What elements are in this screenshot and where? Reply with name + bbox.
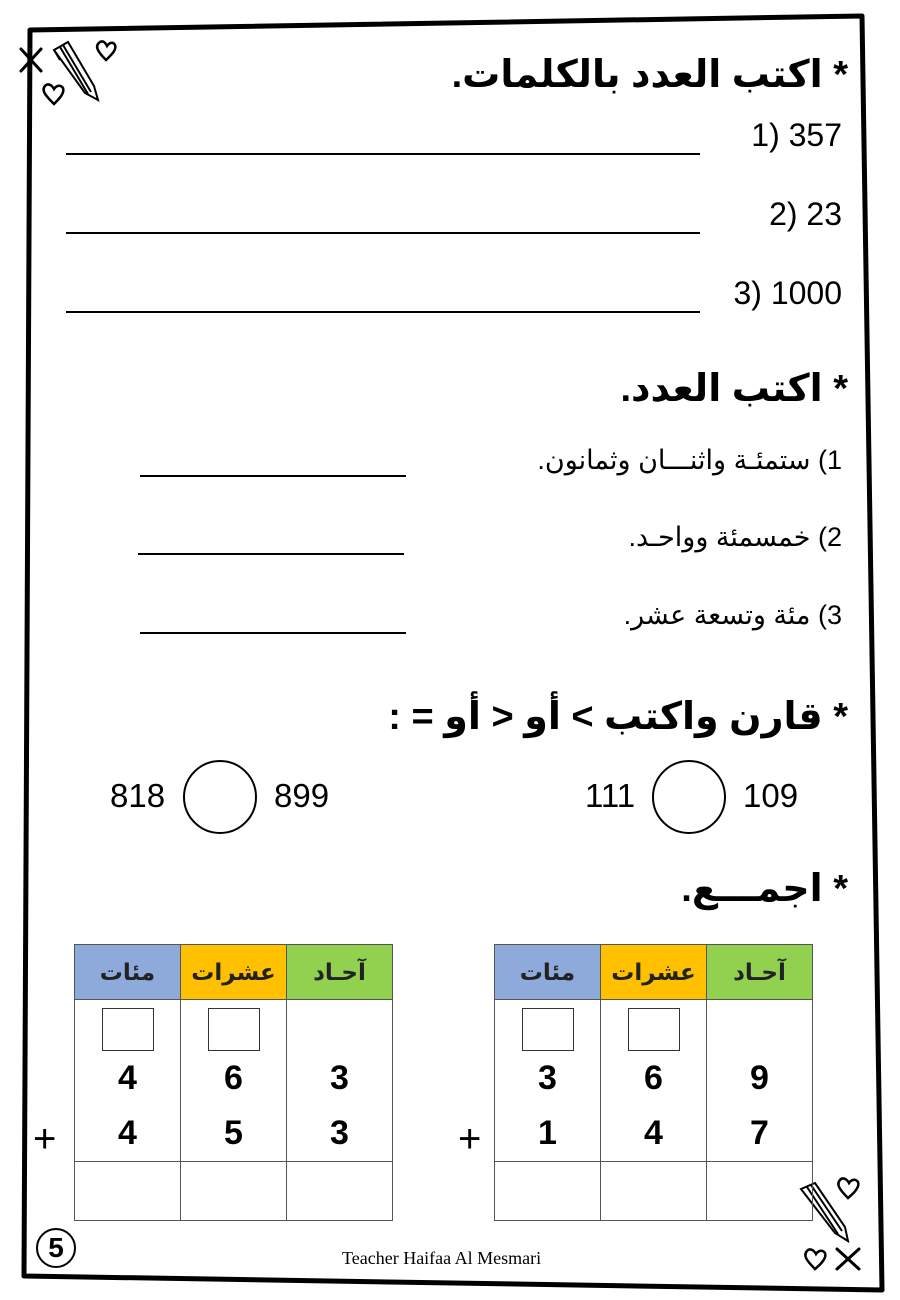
answer-line-3[interactable] <box>66 311 700 313</box>
digit: 3 <box>330 1114 349 1152</box>
compare-number: 818 <box>110 777 166 814</box>
section2-item-1: 1) ستمئـة واثنـــان وثمانون. <box>537 445 842 475</box>
carry-box[interactable] <box>208 1008 260 1051</box>
top-left-decoration <box>8 38 118 113</box>
digit: 3 <box>538 1059 557 1097</box>
heart-icon <box>838 1178 858 1198</box>
tens-header: عشرات <box>181 945 287 1000</box>
compare-number: 109 <box>743 777 799 814</box>
digit: 3 <box>330 1059 349 1097</box>
answer-line-2[interactable] <box>66 232 700 234</box>
hundreds-column <box>75 1000 181 1162</box>
tens-column <box>181 1000 287 1162</box>
heart-icon <box>97 41 115 60</box>
section1-heading: * اكتب العدد بالكلمات. <box>451 54 848 96</box>
hundreds-header: مئات <box>495 945 601 1000</box>
answer-cell[interactable] <box>181 1162 287 1221</box>
hundreds-column <box>495 1000 601 1162</box>
answer-cell[interactable] <box>287 1162 393 1221</box>
digit: 6 <box>644 1059 663 1097</box>
answer-cell[interactable] <box>601 1162 707 1221</box>
tens-header: عشرات <box>601 945 707 1000</box>
hundreds-header: مئات <box>75 945 181 1000</box>
tens-column <box>601 1000 707 1162</box>
compare-circle-1[interactable] <box>183 760 257 834</box>
answer-cell[interactable] <box>707 1162 813 1221</box>
answer-line-4[interactable] <box>140 475 406 477</box>
section1-item-1: 357 (1 <box>751 117 842 153</box>
answer-cell[interactable] <box>75 1162 181 1221</box>
section4-heading: * اجمـــع. <box>681 868 848 910</box>
digit: 6 <box>224 1059 243 1097</box>
answer-line-6[interactable] <box>140 632 406 634</box>
carry-box[interactable] <box>102 1008 154 1051</box>
ones-column <box>287 1000 393 1162</box>
digit: 5 <box>224 1114 243 1152</box>
ones-header: آحـاد <box>707 945 813 1000</box>
place-value-table-2 <box>494 944 813 1221</box>
digit: 4 <box>118 1114 137 1152</box>
compare-number: 111 <box>585 777 636 814</box>
section1-item-2: 23 (2 <box>769 196 842 232</box>
compare-number: 899 <box>274 777 330 814</box>
heart-icon <box>805 1249 825 1269</box>
section3-heading: * قارن واكتب > أو < أو = : <box>388 696 848 738</box>
section2-item-3: 3) مئة وتسعة عشر. <box>623 600 842 630</box>
digit: 4 <box>118 1059 137 1097</box>
compare-circle-2[interactable] <box>652 760 726 834</box>
cross-icon <box>837 1249 859 1269</box>
digit: 1 <box>538 1114 557 1152</box>
carry-box[interactable] <box>522 1008 574 1051</box>
answer-line-5[interactable] <box>138 553 404 555</box>
digit: 7 <box>750 1114 769 1152</box>
carry-box[interactable] <box>628 1008 680 1051</box>
plus-sign: + <box>458 1117 482 1161</box>
section2-item-2: 2) خمسمئة وواحـد. <box>628 522 842 552</box>
section1-item-3: 1000 (3 <box>733 275 842 311</box>
author-credit: Teacher Haifaa Al Mesmari <box>342 1248 542 1268</box>
ones-column <box>707 1000 813 1162</box>
digit: 9 <box>750 1059 769 1097</box>
cross-icon <box>21 49 41 71</box>
place-value-table-1 <box>74 944 393 1221</box>
answer-cell[interactable] <box>495 1162 601 1221</box>
page-number: 5 <box>36 1228 76 1268</box>
section2-heading: * اكتب العدد. <box>620 368 848 410</box>
answer-line-1[interactable] <box>66 153 700 155</box>
heart-icon <box>44 84 64 104</box>
pencil-icon <box>54 42 98 100</box>
ones-header: آحـاد <box>287 945 393 1000</box>
plus-sign: + <box>33 1117 57 1161</box>
digit: 4 <box>644 1114 663 1152</box>
